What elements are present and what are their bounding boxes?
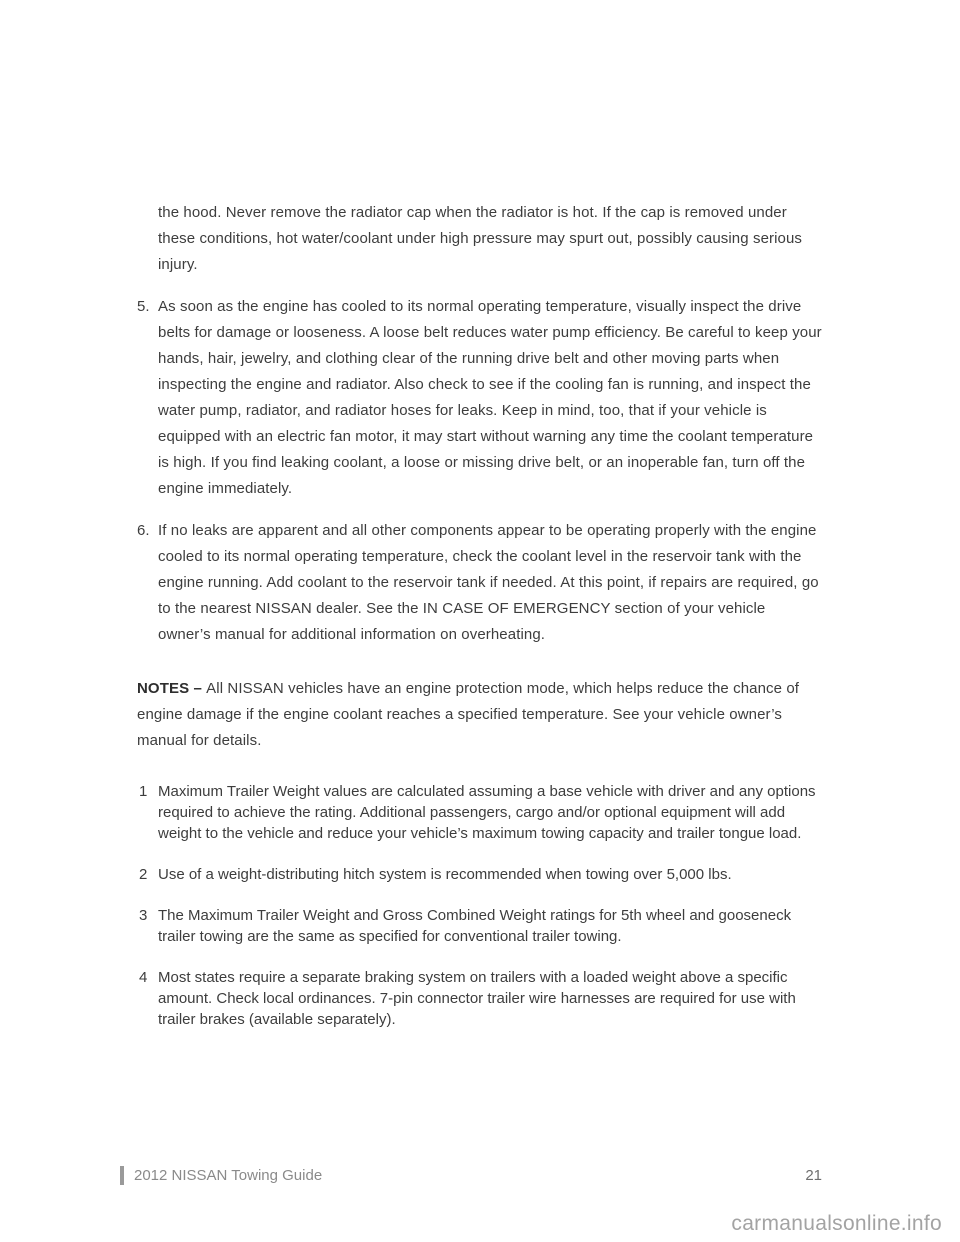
footer-divider-bar [120,1166,124,1185]
footnote-text: Use of a weight-distributing hitch system is recommended when towing over 5,000 lbs. [158,866,732,883]
footnote-number: 1 [139,783,148,800]
notes-paragraph [137,676,822,754]
footnote-4 [137,967,822,1030]
footnote-3 [137,905,822,947]
footnote-number: 2 [139,866,148,883]
page-number: 21 [805,1167,822,1184]
list-item-text: If no leaks are apparent and all other components appear to be operating properly with the engine cooled to its normal operating temperature, check the coolant level in the reservoir tank with the engine running. Add coolant to the reservoir tank if needed. At this point, if repairs are required, go to the nearest NISSAN dealer. See the IN CASE OF EMERGENCY section of your vehicle owner’s manual for additional information on overheating. [158,522,819,643]
footnote-1 [137,781,822,844]
paragraph-radiator-warning: the hood. Never remove the radiator cap when the radiator is hot. If the cap is removed under these conditions, hot water/coolant under high pressure may spurt out, possibly causing serious injury. [158,204,803,273]
page-content [137,200,822,1030]
notes-text: All NISSAN vehicles have an engine protection mode, which helps reduce the chance of engine damage if the engine coolant reaches a specified temperature. See your vehicle owner’s manual for details. [137,680,800,749]
list-item-number: 6. [137,522,150,539]
footnote-number: 4 [139,969,148,986]
footnote-text: Most states require a separate braking system on trailers with a loaded weight above a specific amount. Check local ordinances. 7-pin connector trailer wire harnesses are required for use with trailer brakes (available separately). [158,969,796,1028]
footnote-number: 3 [139,907,148,924]
footnote-2 [137,864,822,885]
list-item-5 [137,294,822,502]
page-footer [120,1166,822,1185]
notes-label: NOTES – [137,680,207,697]
watermark: carmanualsonline.info [731,1212,942,1235]
footer-title: 2012 NISSAN Towing Guide [134,1167,323,1184]
footnote-text: Maximum Trailer Weight values are calculated assuming a base vehicle with driver and any options required to achieve the rating. Additional passengers, cargo and/or optional equipment will add weight to the vehicle and reduce your vehicle’s maximum towing capacity and trailer tongue load. [158,783,816,842]
list-item-number: 5. [137,298,150,315]
footnote-text: The Maximum Trailer Weight and Gross Combined Weight ratings for 5th wheel and gooseneck trailer towing are the same as specified for conventional trailer towing. [158,907,792,945]
footnotes-section [137,781,822,1030]
list-item-text: As soon as the engine has cooled to its normal operating temperature, visually inspect the drive belts for damage or looseness. A loose belt reduces water pump efficiency. Be careful to keep your hands, hair, jewelry, and clothing clear of the running drive belt and other moving parts when inspecting the engine and radiator. Also check to see if the cooling fan is running, and inspect the water pump, radiator, and radiator hoses for leaks. Keep in mind, too, that if your vehicle is equipped with an electric fan motor, it may start without warning any time the coolant temperature is high. If you find leaking coolant, a loose or missing drive belt, or an inoperable fan, turn off the engine immediately. [158,298,822,497]
list-item-6 [137,518,822,648]
